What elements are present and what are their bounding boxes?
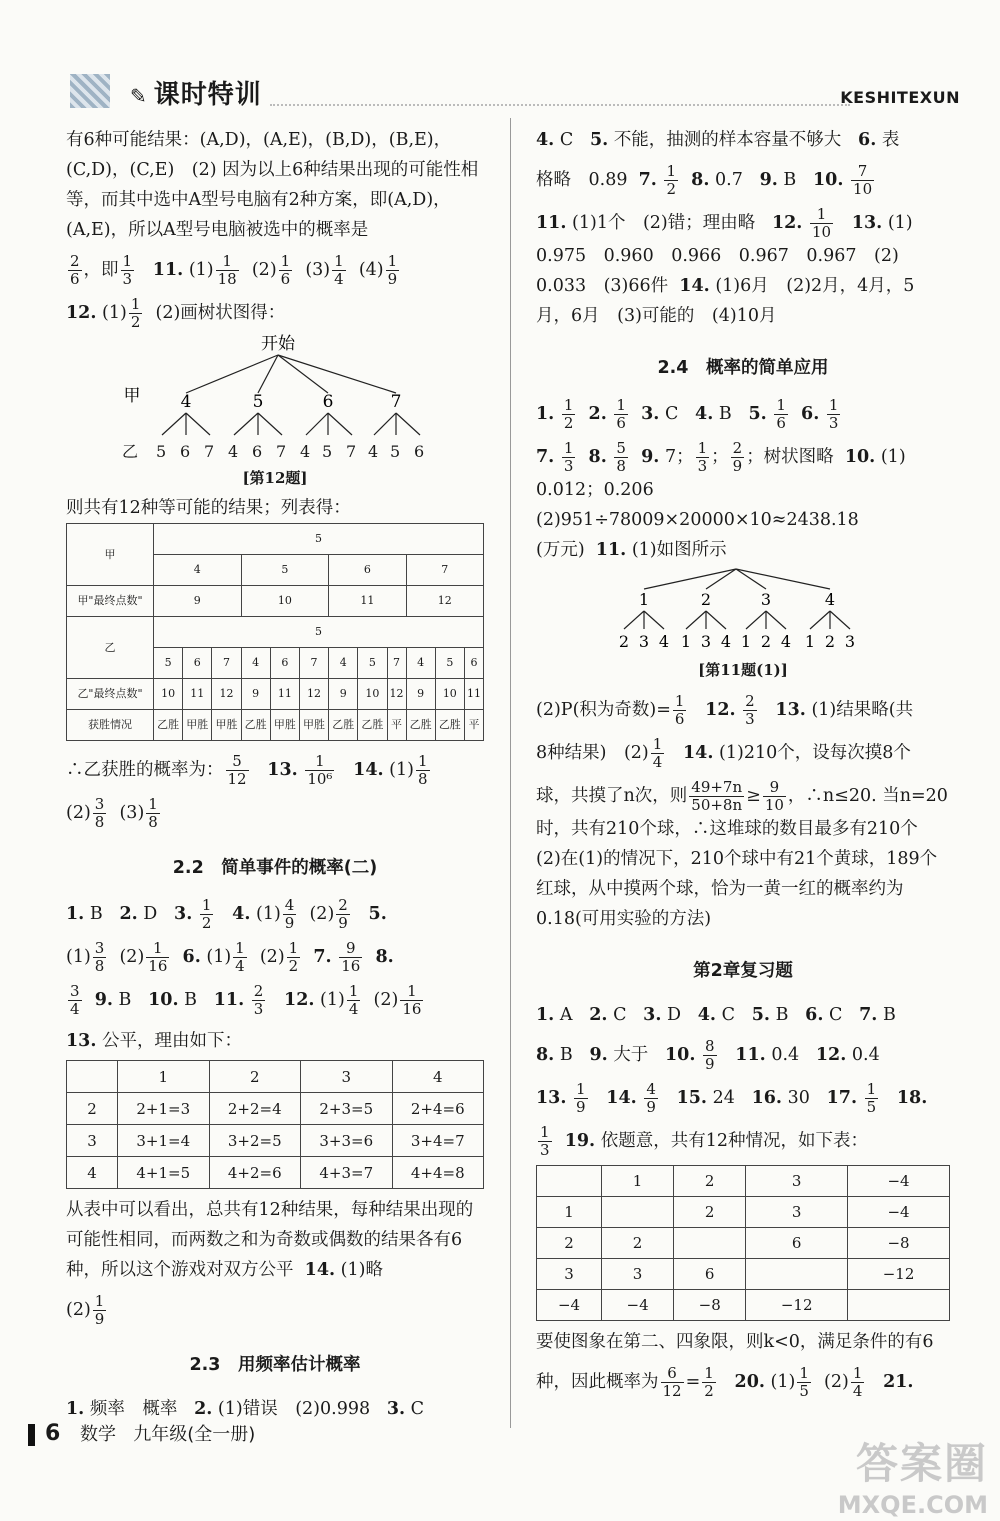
answer-line: 球，共摸了n次，则 $\frac{49+7n}{50+8n}$ ≥ $\frac{9}{10}$ ，∴n≤20. 当n=20 xyxy=(536,778,948,814)
answer-line: 12. (1) $\frac{1}{2}$ (2)画树状图得： xyxy=(66,295,286,331)
fraction: $\frac{1}{4}$ xyxy=(235,939,245,975)
tree-node: 4 xyxy=(824,590,836,609)
answer-text: 则共有12种等可能的结果；列表得： xyxy=(66,498,351,518)
book-series-title: ✎ 课时特训 xyxy=(130,80,262,110)
fraction: $\frac{1}{5}$ xyxy=(866,1080,877,1116)
tree-leaf: 7 xyxy=(204,442,215,461)
fraction: $\frac{5}{8}$ xyxy=(616,439,626,475)
tree-leaf: 4 xyxy=(368,442,379,461)
answer-line: 0.012；0.206 (2)951÷78009×20000×10≈2438.18 xyxy=(536,480,859,530)
sum-table: 1 2 3 4 2 2+1=3 2+2=4 2+3=5 2+4=6 3 3+1=4 3+2=5 3+3=6 3+4=7 4 4+1=5 4+2=6 4+3=7 4+4=8 xyxy=(66,1060,484,1189)
tree-diagram-12 xyxy=(66,331,484,449)
tree-leaf: 1 xyxy=(740,632,752,651)
fraction: $\frac{1}{10}$ xyxy=(811,205,832,241)
fraction: $\frac{1}{8}$ xyxy=(148,795,158,831)
answer-line: 0.033 (3)66件 14. (1)6月 (2)2月，4月，5 xyxy=(536,276,915,296)
fraction: $\frac{1}{2}$ xyxy=(704,1364,714,1400)
answer-line: $\frac{1}{3}$ 19. 依题意，共有12种情况，如下表： xyxy=(540,1123,868,1159)
tree-leaf: 4 xyxy=(228,442,239,461)
answer-line: (2)P(积为奇数)= $\frac{1}{6}$ 12. $\frac{2}{3}$ 13. (1)结果略(共 xyxy=(536,692,914,728)
fraction: $\frac{2}{3}$ xyxy=(745,692,755,728)
tree-node: 2 xyxy=(700,590,712,609)
fraction: $\frac{5}{12}$ xyxy=(227,752,247,788)
answer-line: 种，因此概率为 $\frac{6}{12}$ = $\frac{1}{2}$ 20. (1) $\frac{1}{5}$ (2) $\frac{1}{4}$ 21. xyxy=(536,1364,914,1400)
answer-line: 7. $\frac{1}{3}$ 8. $\frac{5}{8}$ 9. 7； $\frac{1}{3}$ ； $\frac{2}{9}$ ；树状图略 10. (1) xyxy=(536,439,906,475)
section-title: 第2章复习题 xyxy=(693,961,793,981)
tree-leaf: 6 xyxy=(414,442,425,461)
answer-line: (2) $\frac{1}{9}$ xyxy=(66,1292,105,1328)
grade-label: 九年级(全一册) xyxy=(133,1424,256,1445)
fraction: $\frac{1}{6}$ xyxy=(674,692,685,728)
tree-leaf: 4 xyxy=(720,632,732,651)
pen-icon: ✎ xyxy=(130,84,148,108)
tree-node: 6 xyxy=(322,392,334,412)
fraction: $\frac{1}{4}$ xyxy=(348,982,359,1018)
tree-row-label: 乙 xyxy=(122,442,139,461)
tree-node: 4 xyxy=(180,392,192,412)
tree-leaf: 2 xyxy=(824,632,836,651)
answer-text: 从表中可以看出，总共有12种结果，每种结果出现的可能性相同，而两数之和为奇数或偶数的结果各有6种，所以这个游戏对双方公平 14. (1)略 xyxy=(66,1200,474,1280)
tree-leaf: 6 xyxy=(252,442,263,461)
footer-bar xyxy=(28,1424,35,1446)
answer-line: 月，6月 (3)可能的 (4)10月 xyxy=(536,306,777,326)
fraction: $\frac{3}{8}$ xyxy=(94,939,105,975)
fraction: $\frac{9}{16}$ xyxy=(341,939,361,975)
brand-text: KESHITEXUN xyxy=(840,88,960,107)
fraction: $\frac{1}{9}$ xyxy=(94,1292,105,1328)
fraction: $\frac{1}{2}$ xyxy=(666,162,677,198)
fraction: $\frac{49+7n}{50+8n}$ xyxy=(691,778,743,814)
left-column xyxy=(66,125,484,1424)
answer-line: 8种结果) (2) $\frac{1}{4}$ 14. (1)210个，设每次摸8个 xyxy=(536,735,911,771)
column-divider xyxy=(510,118,511,1428)
fraction: $\frac{1}{6}$ xyxy=(280,252,291,288)
fraction: $\frac{1}{9}$ xyxy=(576,1080,586,1116)
page-footer xyxy=(28,1420,255,1446)
tree-node: 7 xyxy=(390,392,402,412)
section-title: 2.3 用频率估计概率 xyxy=(189,1355,361,1375)
tree-leaf: 3 xyxy=(700,632,712,651)
tree-node: 5 xyxy=(252,392,264,412)
fraction: $\frac{1}{3}$ xyxy=(122,252,133,288)
tree-diagram-11 xyxy=(536,565,950,655)
figure-caption: [第12题] xyxy=(242,469,308,487)
fraction: $\frac{2}{9}$ xyxy=(338,896,348,932)
fraction: $\frac{3}{4}$ xyxy=(70,982,80,1018)
page-header xyxy=(70,68,960,112)
tree-leaves xyxy=(66,437,484,463)
fraction: $\frac{1}{2}$ xyxy=(288,939,299,975)
tree-leaf: 1 xyxy=(804,632,816,651)
fraction: $\frac{1}{9}$ xyxy=(387,252,398,288)
fraction: $\frac{1}{16}$ xyxy=(402,982,422,1018)
answer-line: 1. 频率 概率 2. (1)错误 (2)0.998 3. C xyxy=(66,1399,425,1419)
product-table: 1 2 3 −4 1 2 3 −4 2 2 6 −8 3 3 6 −12 −4 −4 −8 −12 xyxy=(536,1165,950,1321)
fraction: $\frac{1}{6}$ xyxy=(776,396,786,432)
tree-leaf: 2 xyxy=(618,632,630,651)
fraction: $\frac{1}{8}$ xyxy=(417,752,428,788)
tree-leaf: 5 xyxy=(322,442,333,461)
fraction: $\frac{1}{16}$ xyxy=(148,939,168,975)
fraction: $\frac{7}{10}$ xyxy=(853,162,873,198)
tree-leaf: 6 xyxy=(180,442,191,461)
tree-leaf: 7 xyxy=(346,442,357,461)
answer-line: 4. C 5. 不能，抽测的样本容量不够大 6. 表 xyxy=(536,130,900,150)
answer-line: 1. B 2. D 3. $\frac{1}{2}$ 4. (1) $\frac{4}{9}$ (2) $\frac{2}{9}$ 5. xyxy=(66,896,387,932)
fraction: $\frac{1}{3}$ xyxy=(697,439,708,475)
answer-line: $\frac{2}{6}$ ，即 $\frac{1}{3}$ 11. (1) $\frac{1}{18}$ (2) $\frac{1}{6}$ (3) $\frac{1}{4}$ (4) $\frac{1}{9}$ xyxy=(70,252,398,288)
outcome-table: 甲 5 4 5 6 7 甲"最终点数" 9 10 11 12 乙 5 5 6 7 4 6 7 4 5 7 4 5 6 乙"最终点数" 10 11 12 9 11 12 9 10 12 9 10 11 获胜情况 乙胜 甲胜 甲胜 乙胜 甲胜 甲胜 乙胜 乙胜 平 乙胜 乙胜 平 xyxy=(66,523,484,741)
answer-line: 1. A 2. C 3. D 4. C 5. B 6. C 7. B xyxy=(536,1005,896,1025)
answer-line: 时，共有210个球，∴这堆球的数目最多有210个 xyxy=(536,819,918,839)
answer-line: ∴乙获胜的概率为： $\frac{5}{12}$ 13. $\frac{1}{\text{10⁶}}$ 14. (1) $\frac{1}{8}$ xyxy=(66,752,428,788)
fraction: $\frac{1}{6}$ xyxy=(616,396,626,432)
fraction: $\frac{1}{3}$ xyxy=(563,439,574,475)
tree-leaf: 7 xyxy=(276,442,287,461)
answer-line: 要使图象在第二、四象限，则k<0，满足条件的有6 xyxy=(536,1332,934,1352)
fraction: $\frac{1}{18}$ xyxy=(217,252,237,288)
fraction: $\frac{1}{2}$ xyxy=(130,295,141,331)
answer-line: 11. (1)1个 (2)错；理由略 12. $\frac{1}{10}$ 13. (1) xyxy=(536,205,913,241)
fraction: $\frac{1}{3}$ xyxy=(828,396,839,432)
fraction: $\frac{1}{2}$ xyxy=(201,896,212,932)
answer-text: (2)在(1)的情况下，210个球中有21个黄球，189个红球，从中摸两个球，恰为一黄一红的概率约为0.18(可用实验的方法) xyxy=(536,849,938,929)
section-title: 2.2 简单事件的概率(二) xyxy=(172,858,378,878)
fraction: $\frac{4}{9}$ xyxy=(646,1080,656,1116)
fraction: $\frac{1}{5}$ xyxy=(799,1364,809,1400)
fraction: $\frac{6}{12}$ xyxy=(662,1364,682,1400)
fraction: $\frac{4}{9}$ xyxy=(284,896,295,932)
answer-line: $\frac{3}{4}$ 9. B 10. B 11. $\frac{2}{3}$ 12. (1) $\frac{1}{4}$ (2) $\frac{1}{16}$ xyxy=(70,982,422,1018)
header-divider xyxy=(270,104,850,106)
answer-line: (万元) 11. (1)如图所示 xyxy=(536,540,727,560)
figure-caption: [第11题(1)] xyxy=(698,661,788,679)
fraction: $\frac{1}{3}$ xyxy=(540,1123,550,1159)
fraction: $\frac{3}{8}$ xyxy=(94,795,105,831)
answer-line: (2) $\frac{3}{8}$ (3) $\frac{1}{8}$ xyxy=(66,795,158,831)
fraction: $\frac{2}{6}$ xyxy=(70,252,80,288)
tree-root: 开始 xyxy=(261,334,295,354)
answer-line: 0.975 0.960 0.966 0.967 0.967 (2) xyxy=(536,246,899,266)
fraction: $\frac{1}{2}$ xyxy=(563,396,574,432)
page-number: 6 xyxy=(45,1421,61,1446)
answer-line: (1) $\frac{3}{8}$ (2) $\frac{1}{16}$ 6. (1) $\frac{1}{4}$ (2) $\frac{1}{2}$ 7. $\frac{9}{16}$ 8. xyxy=(66,939,394,975)
fraction: $\frac{1}{4}$ xyxy=(852,1364,863,1400)
fraction: $\frac{2}{3}$ xyxy=(253,982,264,1018)
tree-leaf: 5 xyxy=(390,442,401,461)
answer-line: 13. 公平，理由如下： xyxy=(66,1031,243,1051)
fraction: $\frac{2}{9}$ xyxy=(732,439,743,475)
tree-leaf: 2 xyxy=(760,632,772,651)
answer-text: 有6种可能结果：(A,D)，(A,E)，(B,D)，(B,E)，(C,D)，(C,E) (2) 因为以上6种结果出现的可能性相等，而其中选中A型号电脑有2种方案，即(A,D)，(A,E)，所以A型号电脑被选中的概率是 xyxy=(66,130,479,240)
answer-line: 1. $\frac{1}{2}$ 2. $\frac{1}{6}$ 3. C 4. B 5. $\frac{1}{6}$ 6. $\frac{1}{3}$ xyxy=(536,396,839,432)
watermark-logo: 答案圈 MXQE.COM xyxy=(837,1439,988,1519)
subject-label: 数学 xyxy=(80,1424,117,1445)
tree-leaf: 4 xyxy=(658,632,670,651)
tree-leaf: 5 xyxy=(156,442,167,461)
tree-leaf: 3 xyxy=(844,632,856,651)
fraction: $\frac{1}{4}$ xyxy=(334,252,344,288)
tree-leaf: 4 xyxy=(780,632,792,651)
answer-line: 8. B 9. 大于 10. $\frac{8}{9}$ 11. 0.4 12. 0.4 xyxy=(536,1037,880,1073)
answer-line: 13. $\frac{1}{9}$ 14. $\frac{4}{9}$ 15. 24 16. 30 17. $\frac{1}{5}$ 18. xyxy=(536,1080,928,1116)
fraction: $\frac{8}{9}$ xyxy=(705,1037,715,1073)
fraction: $\frac{9}{10}$ xyxy=(764,778,784,814)
logo-pattern xyxy=(70,74,110,108)
tree-leaf: 3 xyxy=(638,632,650,651)
tree-row-label: 甲 xyxy=(123,386,141,406)
tree-leaf: 1 xyxy=(680,632,692,651)
section-title: 2.4 概率的简单应用 xyxy=(657,358,829,378)
right-column xyxy=(536,125,950,1400)
tree-leaf: 4 xyxy=(300,442,311,461)
fraction: $\frac{1}{4}$ xyxy=(652,735,663,771)
tree-node: 3 xyxy=(760,590,772,609)
answer-line: 格略 0.89 7. $\frac{1}{2}$ 8. 0.7 9. B 10. $\frac{7}{10}$ xyxy=(536,162,873,198)
fraction: $\frac{1}{\text{10⁶}}$ xyxy=(307,752,333,788)
tree-node: 1 xyxy=(638,590,650,609)
